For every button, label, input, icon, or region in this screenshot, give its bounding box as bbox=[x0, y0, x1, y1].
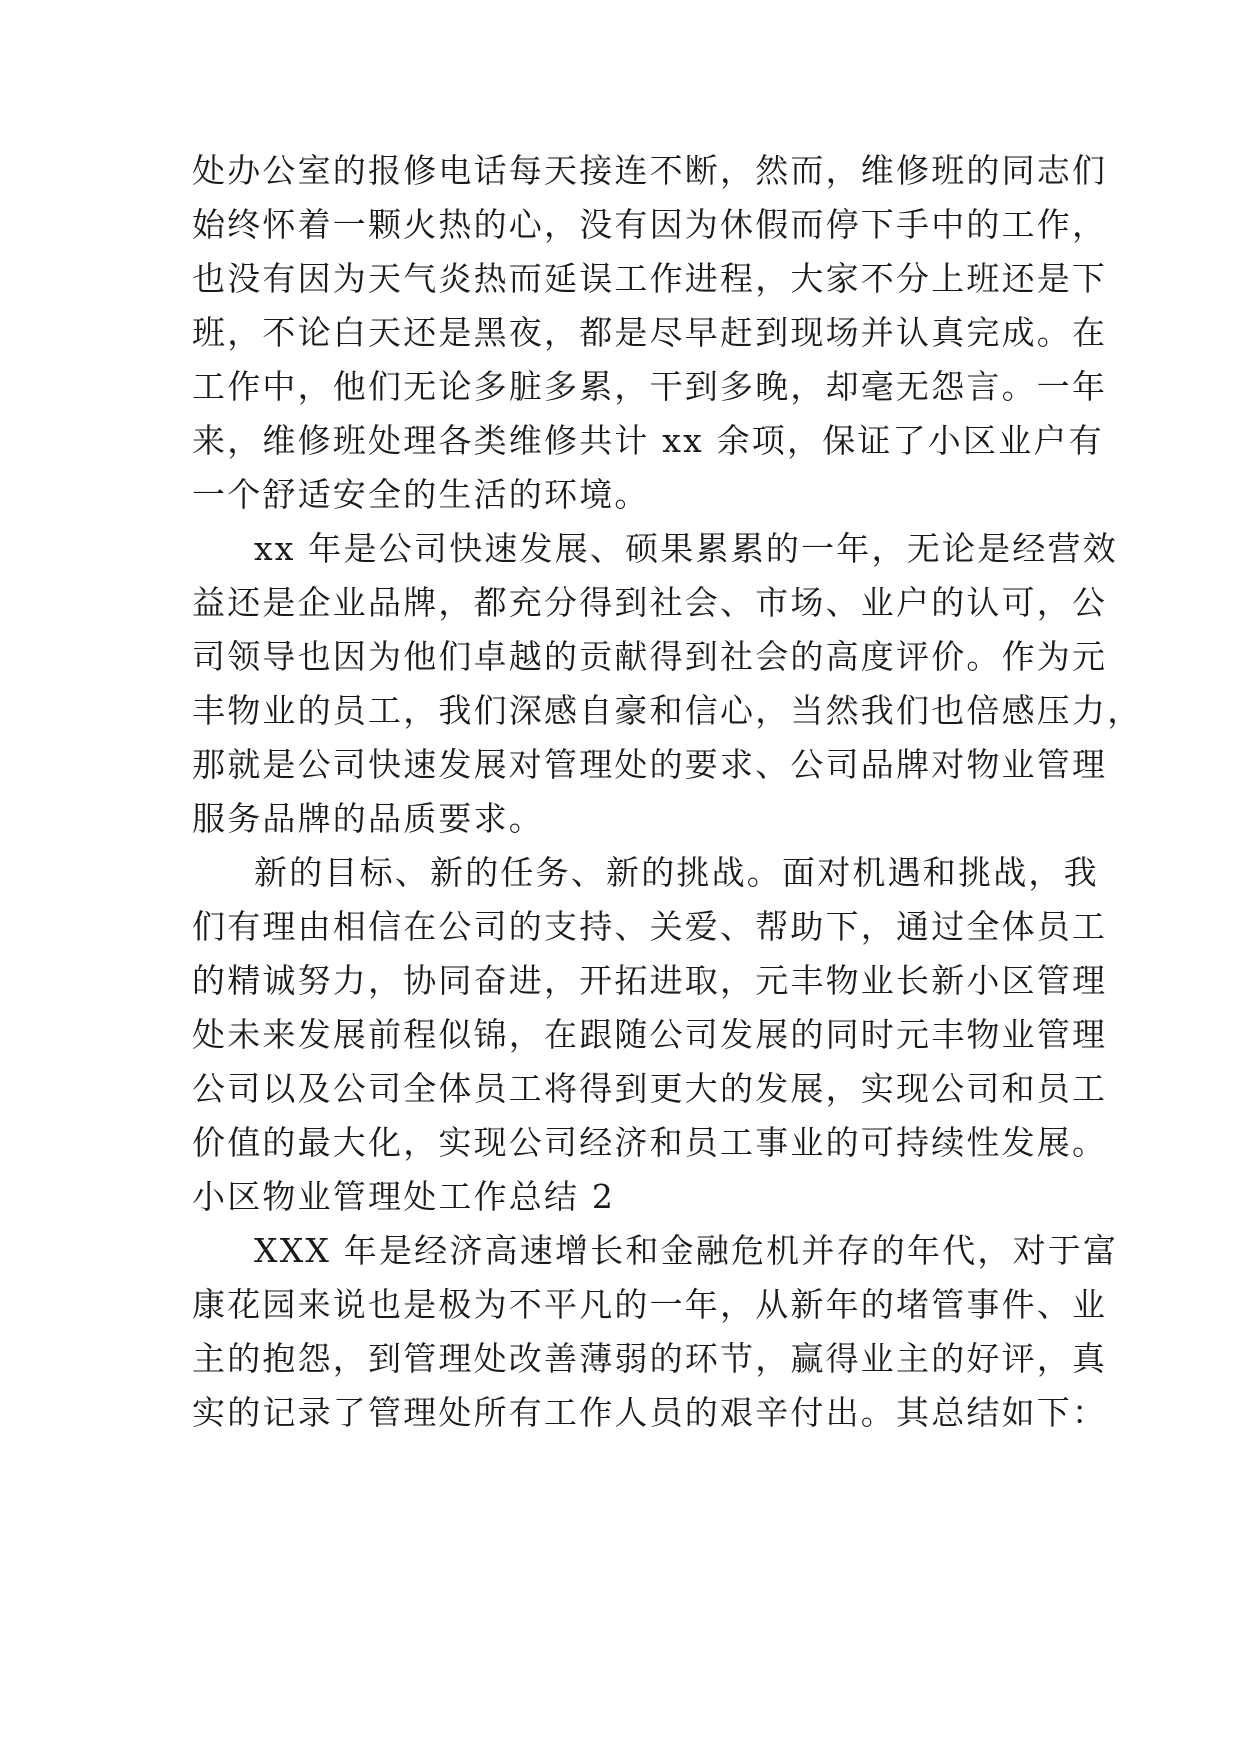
paragraph-line: 处未来发展前程似锦，在跟随公司发展的同时元丰物业管理 bbox=[192, 1015, 1108, 1054]
paragraph-line: 一个舒适安全的生活的环境。 bbox=[192, 475, 650, 514]
paragraph-line: 康花园来说也是极为不平凡的一年，从新年的堵管事件、业 bbox=[192, 1285, 1108, 1324]
paragraph-line: 班，不论白天还是黑夜，都是尽早赶到现场并认真完成。在 bbox=[192, 313, 1108, 352]
paragraph-first-line: 新的目标、新的任务、新的挑战。面对机遇和挑战，我 bbox=[254, 853, 1099, 892]
paragraph-line: 那就是公司快速发展对管理处的要求、公司品牌对物业管理 bbox=[192, 745, 1108, 784]
paragraph-line: 也没有因为天气炎热而延误工作进程，大家不分上班还是下 bbox=[192, 259, 1108, 298]
paragraph-line: 们有理由相信在公司的支持、关爱、帮助下，通过全体员工 bbox=[192, 907, 1108, 946]
section-title: 小区物业管理处工作总结 2 bbox=[192, 1177, 616, 1216]
paragraph-first-line: XXX 年是经济高速增长和金融危机并存的年代，对于富 bbox=[254, 1231, 1119, 1270]
paragraph-first-line: xx 年是公司快速发展、硕果累累的一年，无论是经营效 bbox=[254, 529, 1118, 568]
paragraph-line: 公司以及公司全体员工将得到更大的发展，实现公司和员工 bbox=[192, 1069, 1108, 1108]
paragraph-line: 工作中，他们无论多脏多累，干到多晚，却毫无怨言。一年 bbox=[192, 367, 1108, 406]
paragraph-line: 来，维修班处理各类维修共计 xx 余项，保证了小区业户有 bbox=[192, 421, 1104, 460]
paragraph-line: 实的记录了管理处所有工作人员的艰辛付出。其总结如下： bbox=[192, 1393, 1108, 1432]
paragraph-line: 主的抱怨，到管理处改善薄弱的环节，赢得业主的好评，真 bbox=[192, 1339, 1108, 1378]
paragraph-line: 价值的最大化，实现公司经济和员工事业的可持续性发展。 bbox=[192, 1123, 1108, 1162]
paragraph-line: 益还是企业品牌，都充分得到社会、市场、业户的认可，公 bbox=[192, 583, 1108, 622]
paragraph-line: 服务品牌的品质要求。 bbox=[192, 799, 544, 838]
paragraph-line: 始终怀着一颗火热的心，没有因为休假而停下手中的工作， bbox=[192, 205, 1108, 244]
paragraph-line: 丰物业的员工，我们深感自豪和信心，当然我们也倍感压力， bbox=[192, 691, 1143, 730]
paragraph-line: 司领导也因为他们卓越的贡献得到社会的高度评价。作为元 bbox=[192, 637, 1108, 676]
paragraph-line: 的精诚努力，协同奋进，开拓进取，元丰物业长新小区管理 bbox=[192, 961, 1108, 1000]
paragraph-line: 处办公室的报修电话每天接连不断，然而，维修班的同志们 bbox=[192, 151, 1108, 190]
